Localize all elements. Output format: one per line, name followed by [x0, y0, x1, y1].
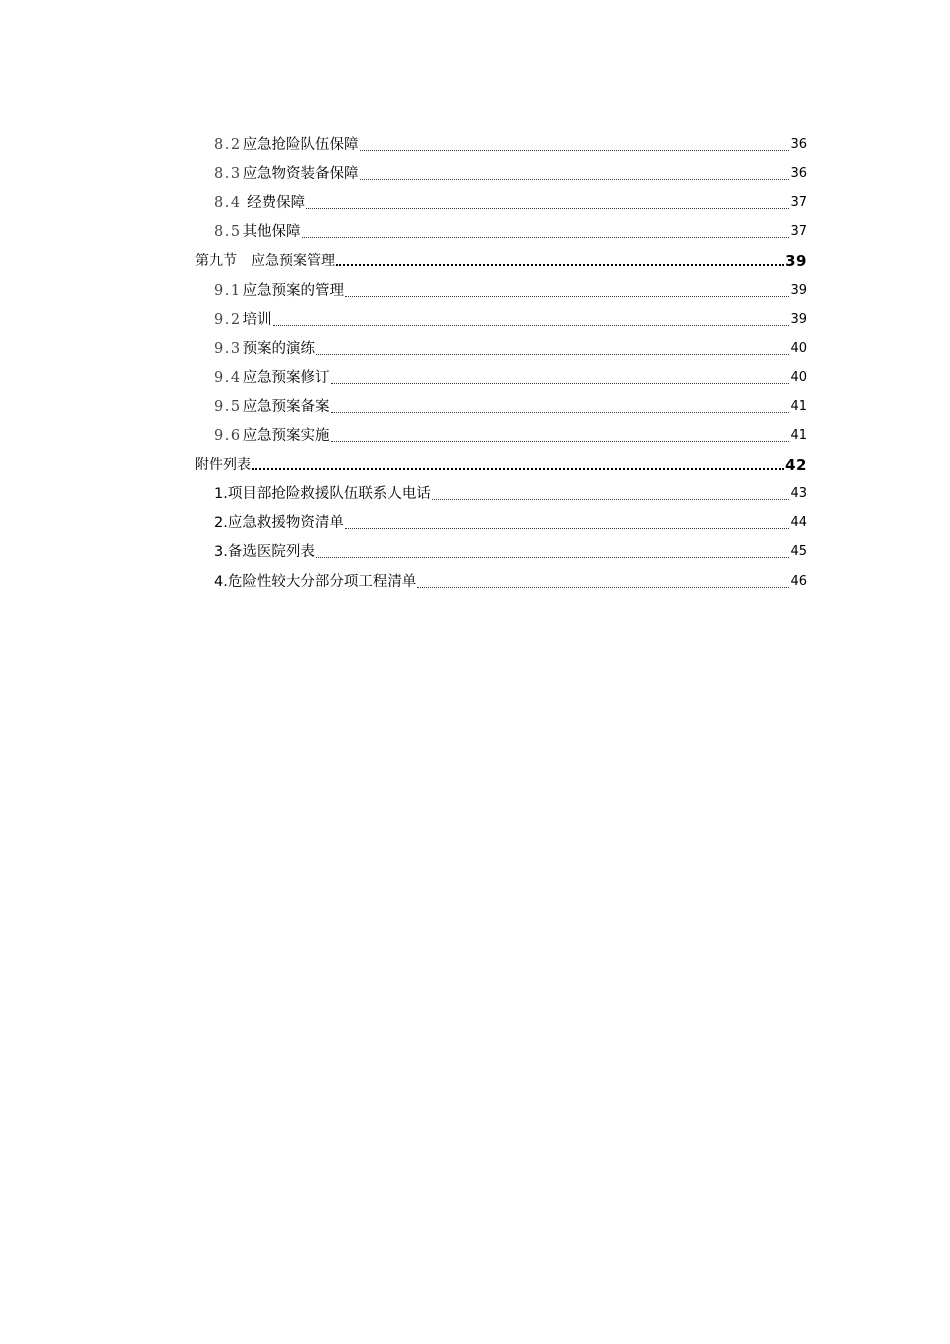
- toc-entry-number: 8.5: [214, 224, 242, 241]
- toc-entry-appendix-4[interactable]: [195, 562, 807, 591]
- toc-entry-title: 1.项目部抢险救援队伍联系人电话: [214, 486, 431, 503]
- toc-entry-page: 40: [790, 369, 807, 385]
- dot-leader: [331, 411, 790, 413]
- toc-entry-page: 40: [790, 340, 807, 356]
- toc-entry-page: 36: [790, 137, 807, 153]
- dot-leader: [345, 295, 789, 297]
- toc-entry-title: 应急预案修订: [242, 369, 330, 386]
- toc-entry-9-1[interactable]: [195, 271, 807, 300]
- toc-section-9[interactable]: [195, 242, 807, 271]
- toc-entry-8-4[interactable]: [195, 184, 807, 213]
- toc-entry-number: 8.2: [214, 137, 242, 154]
- toc-entry-page: 37: [790, 224, 807, 240]
- toc-section-appendix[interactable]: [195, 446, 807, 475]
- toc-entry-number: 9.1: [214, 282, 242, 299]
- dot-leader: [336, 263, 784, 266]
- toc-entry-8-3[interactable]: [195, 155, 807, 184]
- toc-entry-page: 39: [790, 311, 807, 327]
- dot-leader: [316, 556, 790, 558]
- toc-entry-page: 41: [790, 428, 807, 444]
- dot-leader: [345, 527, 790, 529]
- toc-entry-page: 44: [790, 515, 807, 531]
- toc-entry-page: 46: [790, 573, 807, 589]
- toc-entry-page: 41: [790, 398, 807, 414]
- toc-entry-9-2[interactable]: [195, 301, 807, 330]
- dot-leader: [331, 440, 790, 442]
- dot-leader: [417, 586, 789, 588]
- toc-entry-title: 应急物资装备保障: [242, 166, 359, 183]
- toc-entry-title: 应急预案实施: [242, 428, 330, 445]
- dot-leader: [331, 382, 790, 384]
- toc-entry-number: 9.3: [214, 340, 242, 357]
- toc-section-title: 附件列表: [195, 457, 251, 474]
- toc-entry-9-5[interactable]: [195, 388, 807, 417]
- toc-entry-title: 其他保障: [242, 224, 301, 241]
- toc-entry-page: 43: [790, 486, 807, 502]
- toc-entry-title: 应急预案的管理: [242, 282, 345, 299]
- dot-leader: [302, 236, 790, 238]
- dot-leader: [360, 149, 790, 151]
- toc-section-title: 第九节 应急预案管理: [195, 253, 335, 270]
- toc-section-page: 42: [785, 456, 807, 475]
- toc-entry-appendix-3[interactable]: [195, 533, 807, 562]
- dot-leader: [273, 324, 790, 326]
- dot-leader: [316, 353, 789, 355]
- toc-entry-9-4[interactable]: [195, 359, 807, 388]
- toc-entry-title: 3.备选医院列表: [214, 544, 315, 561]
- toc-entry-page: 39: [790, 282, 807, 298]
- toc-entry-title: 应急预案备案: [242, 398, 330, 415]
- toc-entry-appendix-1[interactable]: [195, 475, 807, 504]
- toc-entry-page: 36: [790, 166, 807, 182]
- toc-entry-page: 37: [790, 195, 807, 211]
- dot-leader: [432, 498, 790, 500]
- dot-leader: [306, 207, 789, 209]
- toc-entry-8-5[interactable]: [195, 213, 807, 242]
- toc-entry-title: 预案的演练: [242, 340, 316, 357]
- toc-section-page: 39: [785, 252, 807, 271]
- toc-entry-appendix-2[interactable]: [195, 504, 807, 533]
- toc-entry-number: 9.4: [214, 369, 242, 386]
- dot-leader: [252, 467, 784, 470]
- toc-entry-title: 2.应急救援物资清单: [214, 515, 344, 532]
- table-of-contents: [195, 126, 807, 592]
- toc-entry-number: 8.3: [214, 166, 242, 183]
- toc-entry-number: 9.2: [214, 311, 242, 328]
- toc-entry-title: 经费保障: [242, 195, 306, 212]
- toc-entry-9-3[interactable]: [195, 330, 807, 359]
- toc-entry-title: 培训: [242, 311, 272, 328]
- toc-entry-number: 9.6: [214, 428, 242, 445]
- toc-entry-8-2[interactable]: [195, 126, 807, 155]
- dot-leader: [360, 178, 790, 180]
- toc-entry-title: 4.危险性较大分部分项工程清单: [214, 573, 417, 590]
- toc-entry-title: 应急抢险队伍保障: [242, 137, 359, 154]
- toc-entry-page: 45: [790, 544, 807, 560]
- toc-entry-9-6[interactable]: [195, 417, 807, 446]
- toc-entry-number: 9.5: [214, 398, 242, 415]
- toc-entry-number: 8.4: [214, 195, 242, 212]
